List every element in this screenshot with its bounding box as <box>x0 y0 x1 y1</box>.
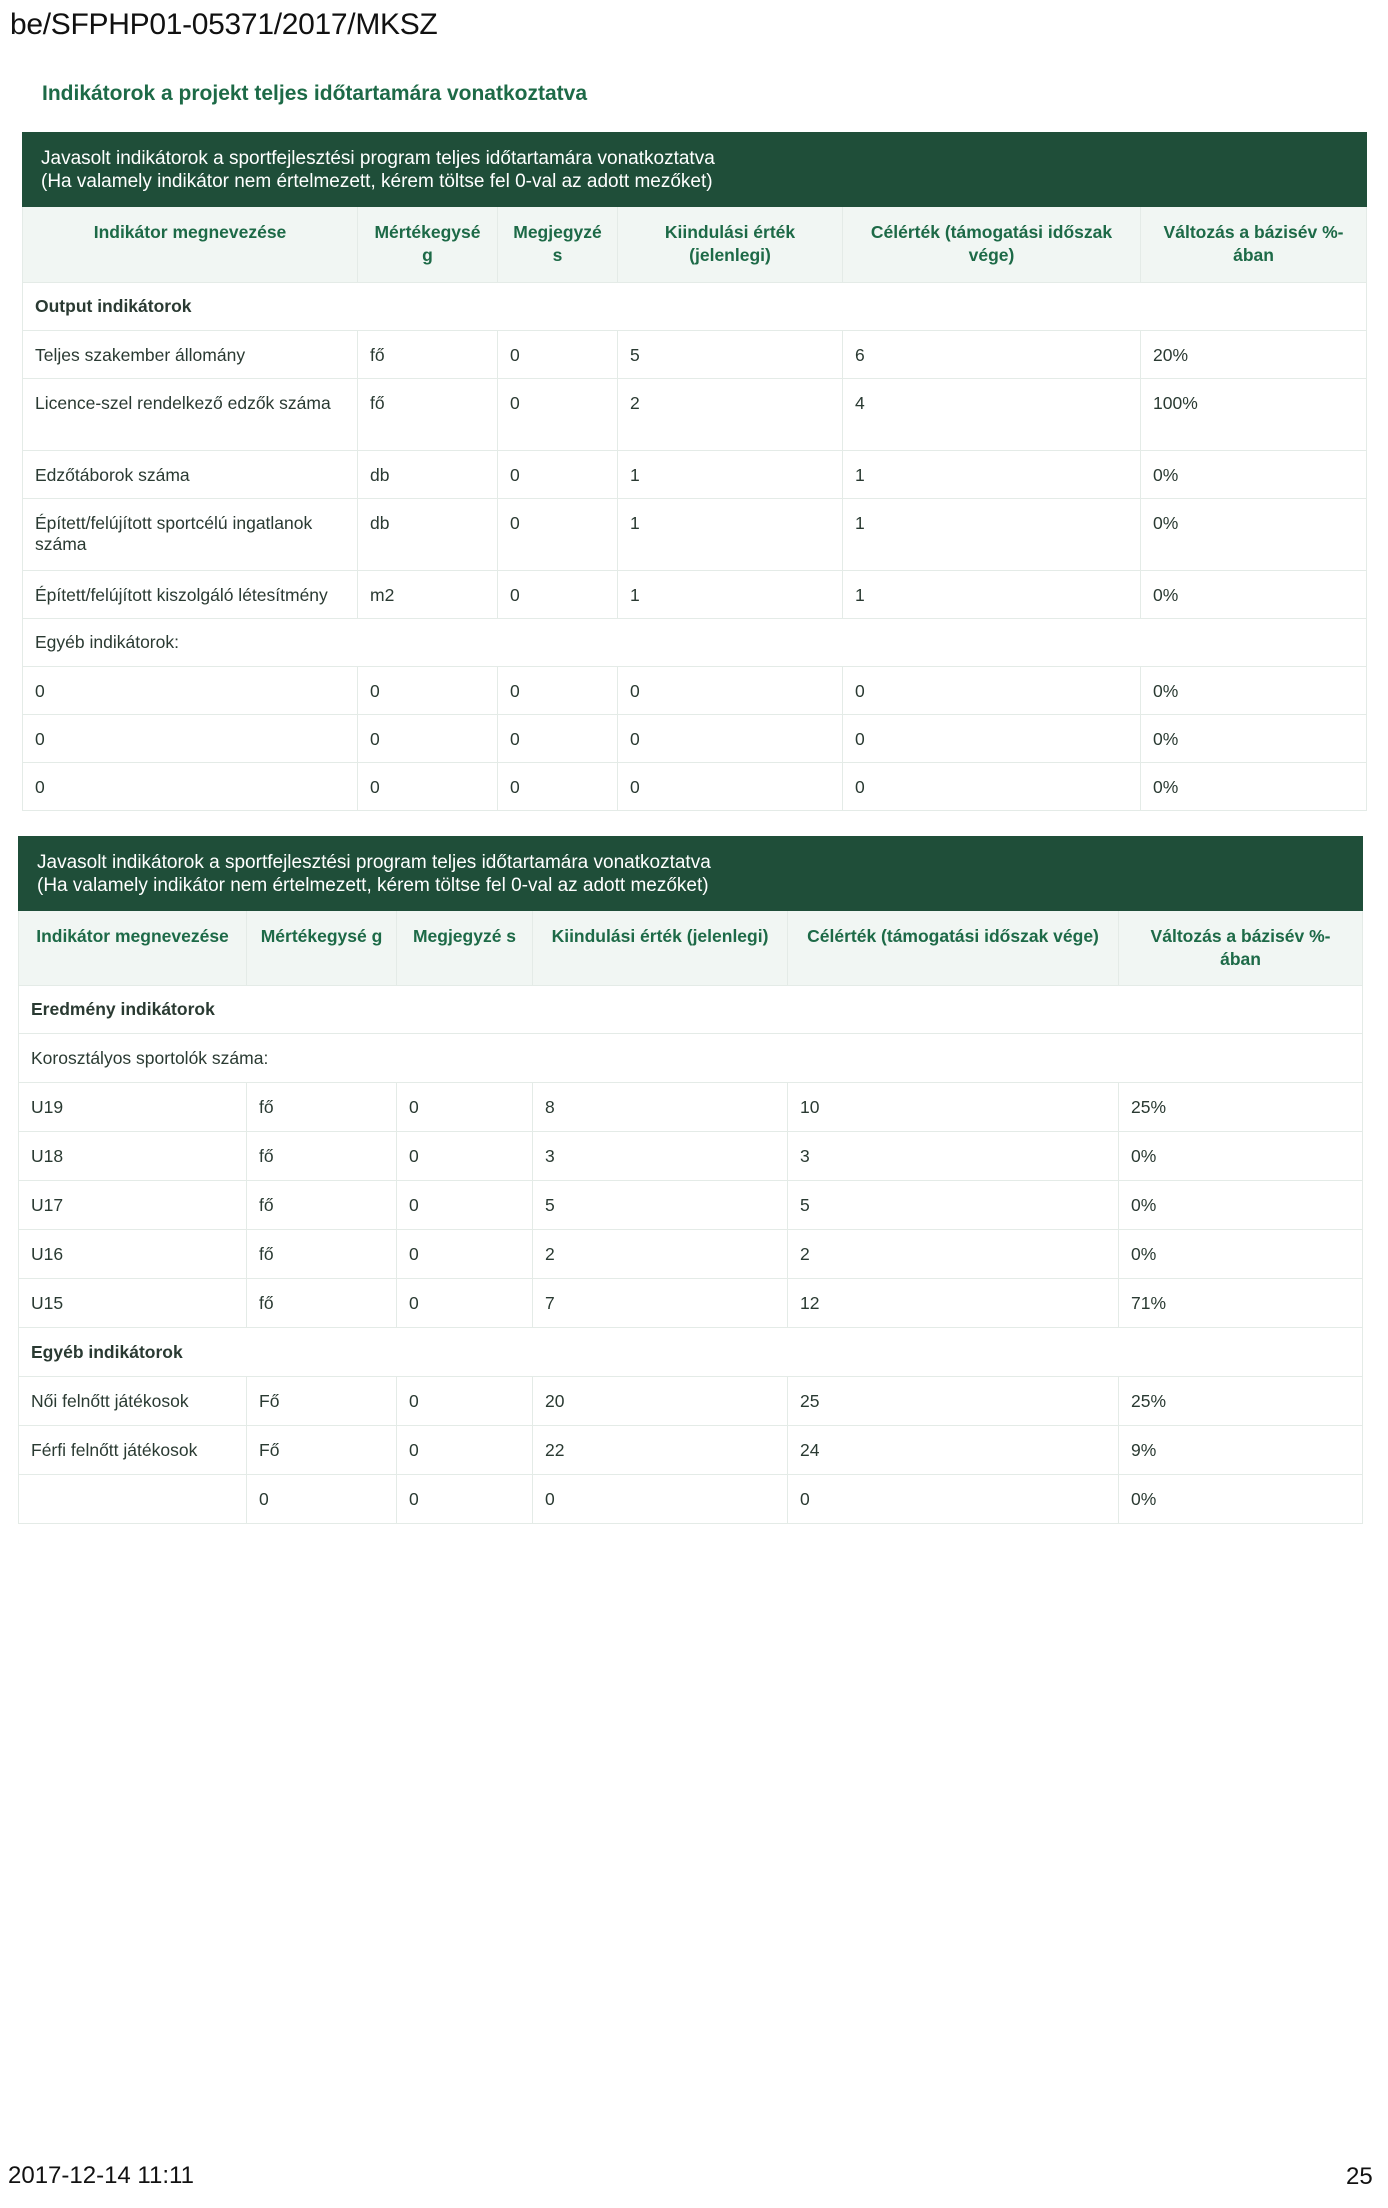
cell-indicator: Férfi felnőtt játékosok <box>19 1426 247 1475</box>
header-cell: Változás a bázisév %-ában <box>1141 207 1367 283</box>
cell-change: 0% <box>1141 451 1367 499</box>
cell-indicator: Edzőtáborok száma <box>23 451 358 499</box>
header-cell: Indikátor megnevezése <box>23 207 358 283</box>
section-title: Indikátorok a projekt teljes időtartamára vonatkoztatva <box>42 82 587 105</box>
cell-indicator: U17 <box>19 1181 247 1230</box>
banner-line-2: (Ha valamely indikátor nem értelmezett, kérem töltse fel 0-val az adott mezőket) <box>37 874 709 896</box>
cell-note: 0 <box>397 1083 533 1132</box>
cell-target: 5 <box>788 1181 1119 1230</box>
table-row <box>19 1377 1363 1426</box>
cell-target: 4 <box>843 379 1141 451</box>
cell-baseline: 0 <box>533 1475 788 1524</box>
cell-indicator: 0 <box>23 715 358 763</box>
cell-note: 0 <box>498 499 618 571</box>
cell-baseline: 5 <box>618 331 843 379</box>
cell-change: 9% <box>1119 1426 1363 1475</box>
cell-target: 0 <box>788 1475 1119 1524</box>
table-row <box>23 499 1367 571</box>
group-row-other <box>23 619 1367 667</box>
group-row-output <box>23 283 1367 331</box>
cell-baseline: 1 <box>618 571 843 619</box>
table-row <box>23 667 1367 715</box>
cell-unit: db <box>358 499 498 571</box>
cell-target: 0 <box>843 763 1141 811</box>
group-label: Output indikátorok <box>23 283 1367 331</box>
indicator-table-output <box>22 132 1367 811</box>
subgroup-row-age <box>19 1034 1363 1083</box>
cell-note: 0 <box>397 1230 533 1279</box>
table-banner <box>19 837 1363 911</box>
cell-indicator: 0 <box>23 667 358 715</box>
cell-indicator: U18 <box>19 1132 247 1181</box>
banner-line-2: (Ha valamely indikátor nem értelmezett, kérem töltse fel 0-val az adott mezőket) <box>41 170 713 192</box>
banner-line-1: Javasolt indikátorok a sportfejlesztési program teljes időtartamára vonatkoztatva <box>41 147 715 169</box>
cell-target: 6 <box>843 331 1141 379</box>
header-cell: Célérték (támogatási időszak vége) <box>788 911 1119 986</box>
group-label: Eredmény indikátorok <box>19 986 1363 1034</box>
cell-indicator: Épített/felújított kiszolgáló létesítmény <box>23 571 358 619</box>
cell-change: 0% <box>1119 1132 1363 1181</box>
cell-note: 0 <box>397 1475 533 1524</box>
cell-unit: fő <box>247 1279 397 1328</box>
cell-target: 1 <box>843 451 1141 499</box>
header-cell: Mértékegysé g <box>247 911 397 986</box>
cell-baseline: 20 <box>533 1377 788 1426</box>
cell-baseline: 3 <box>533 1132 788 1181</box>
cell-change: 25% <box>1119 1377 1363 1426</box>
table-row <box>23 451 1367 499</box>
cell-unit: fő <box>358 331 498 379</box>
header-cell: Változás a bázisév %-ában <box>1119 911 1363 986</box>
header-cell: Megjegyzé s <box>498 207 618 283</box>
cell-baseline: 0 <box>618 667 843 715</box>
group-label: Egyéb indikátorok <box>19 1328 1363 1377</box>
cell-change: 25% <box>1119 1083 1363 1132</box>
page-number: 25 <box>1346 2163 1373 2190</box>
cell-note: 0 <box>397 1279 533 1328</box>
cell-change: 0% <box>1141 571 1367 619</box>
header-cell: Célérték (támogatási időszak vége) <box>843 207 1141 283</box>
cell-target: 10 <box>788 1083 1119 1132</box>
cell-target: 0 <box>843 667 1141 715</box>
header-cell: Kiindulási érték (jelenlegi) <box>533 911 788 986</box>
cell-unit: fő <box>247 1230 397 1279</box>
cell-baseline: 22 <box>533 1426 788 1475</box>
table-row <box>19 1279 1363 1328</box>
cell-baseline: 2 <box>533 1230 788 1279</box>
cell-note: 0 <box>397 1426 533 1475</box>
table-row <box>23 331 1367 379</box>
cell-unit: 0 <box>247 1475 397 1524</box>
cell-baseline: 8 <box>533 1083 788 1132</box>
document-reference: be/SFPHP01-05371/2017/MKSZ <box>10 8 438 41</box>
cell-baseline: 2 <box>618 379 843 451</box>
cell-note: 0 <box>498 571 618 619</box>
group-row-other <box>19 1328 1363 1377</box>
table-row <box>19 1475 1363 1524</box>
header-cell: Indikátor megnevezése <box>19 911 247 986</box>
header-cell: Kiindulási érték (jelenlegi) <box>618 207 843 283</box>
cell-note: 0 <box>397 1181 533 1230</box>
table-row <box>23 715 1367 763</box>
banner-line-1: Javasolt indikátorok a sportfejlesztési program teljes időtartamára vonatkoztatva <box>37 851 711 873</box>
subgroup-label: Korosztályos sportolók száma: <box>19 1034 1363 1083</box>
cell-change: 0% <box>1141 499 1367 571</box>
cell-unit: Fő <box>247 1377 397 1426</box>
cell-target: 24 <box>788 1426 1119 1475</box>
indicator-table-result <box>18 836 1363 1524</box>
cell-change: 71% <box>1119 1279 1363 1328</box>
cell-indicator: Teljes szakember állomány <box>23 331 358 379</box>
cell-change: 0% <box>1119 1230 1363 1279</box>
cell-unit: fő <box>358 379 498 451</box>
table-row <box>19 1426 1363 1475</box>
cell-target: 25 <box>788 1377 1119 1426</box>
header-row <box>23 207 1367 283</box>
cell-note: 0 <box>498 715 618 763</box>
header-cell: Megjegyzé s <box>397 911 533 986</box>
cell-target: 12 <box>788 1279 1119 1328</box>
cell-baseline: 0 <box>618 763 843 811</box>
cell-indicator: Épített/felújított sportcélú ingatlanok száma <box>23 499 358 571</box>
cell-baseline: 5 <box>533 1181 788 1230</box>
cell-note: 0 <box>498 331 618 379</box>
cell-baseline: 0 <box>618 715 843 763</box>
cell-change: 0% <box>1119 1181 1363 1230</box>
cell-unit: Fő <box>247 1426 397 1475</box>
cell-change: 0% <box>1141 715 1367 763</box>
cell-unit: fő <box>247 1181 397 1230</box>
cell-change: 100% <box>1141 379 1367 451</box>
cell-target: 1 <box>843 571 1141 619</box>
cell-indicator: 0 <box>23 763 358 811</box>
table-row <box>19 1132 1363 1181</box>
cell-indicator: Női felnőtt játékosok <box>19 1377 247 1426</box>
table-row <box>19 1230 1363 1279</box>
cell-baseline: 1 <box>618 499 843 571</box>
banner-text <box>19 837 1363 911</box>
header-cell: Mértékegysé g <box>358 207 498 283</box>
cell-baseline: 7 <box>533 1279 788 1328</box>
cell-note: 0 <box>498 763 618 811</box>
header-row <box>19 911 1363 986</box>
cell-target: 0 <box>843 715 1141 763</box>
cell-change: 20% <box>1141 331 1367 379</box>
cell-note: 0 <box>397 1377 533 1426</box>
cell-unit: fő <box>247 1083 397 1132</box>
cell-unit: db <box>358 451 498 499</box>
cell-note: 0 <box>397 1132 533 1181</box>
cell-unit: fő <box>247 1132 397 1181</box>
cell-indicator: U16 <box>19 1230 247 1279</box>
table-row <box>19 1181 1363 1230</box>
group-label: Egyéb indikátorok: <box>23 619 1367 667</box>
print-timestamp: 2017-12-14 11:11 <box>8 2162 194 2189</box>
cell-target: 3 <box>788 1132 1119 1181</box>
table-banner <box>23 133 1367 207</box>
cell-note: 0 <box>498 451 618 499</box>
cell-change: 0% <box>1119 1475 1363 1524</box>
cell-unit: 0 <box>358 763 498 811</box>
cell-unit: 0 <box>358 667 498 715</box>
table-row <box>19 1083 1363 1132</box>
cell-unit: m2 <box>358 571 498 619</box>
cell-target: 2 <box>788 1230 1119 1279</box>
cell-note: 0 <box>498 379 618 451</box>
cell-indicator: U15 <box>19 1279 247 1328</box>
cell-unit: 0 <box>358 715 498 763</box>
cell-baseline: 1 <box>618 451 843 499</box>
cell-target: 1 <box>843 499 1141 571</box>
cell-change: 0% <box>1141 763 1367 811</box>
group-row-result <box>19 986 1363 1034</box>
cell-indicator: U19 <box>19 1083 247 1132</box>
table-row <box>23 763 1367 811</box>
cell-note: 0 <box>498 667 618 715</box>
cell-indicator <box>19 1475 247 1524</box>
banner-text <box>23 133 1367 207</box>
table-row <box>23 379 1367 451</box>
cell-indicator: Licence-szel rendelkező edzők száma <box>23 379 358 451</box>
table-row <box>23 571 1367 619</box>
cell-change: 0% <box>1141 667 1367 715</box>
